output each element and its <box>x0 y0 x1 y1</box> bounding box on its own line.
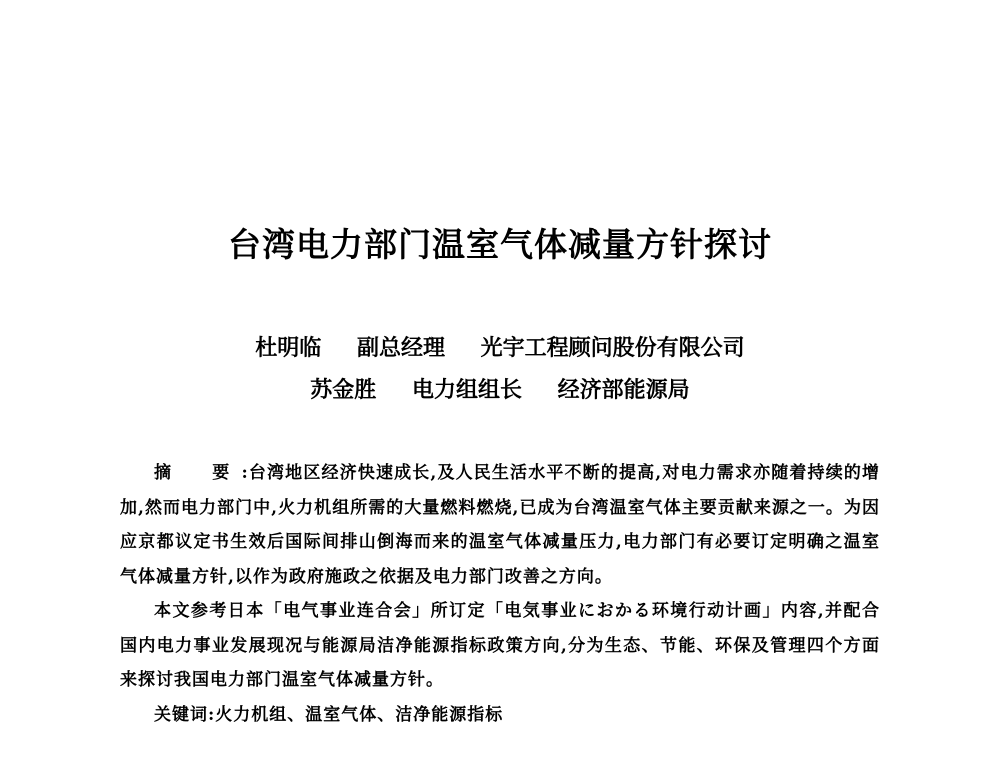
keywords-text: 火力机组、温室气体、洁净能源指标 <box>215 704 504 725</box>
author-line-1 <box>0 330 1000 366</box>
keywords-line <box>120 698 880 733</box>
abstract-text-1: 台湾地区经济快速成长,及人民生活水平不断的提高,对电力需求亦随着持续的增加,然而电力部门中,火力机组所需的大量燃料燃烧,已成为台湾温室气体主要贡献来源之一。为因应京都议定书生效后国际间排山倒海而来的温室气体减量压力,电力部门有必要订定明确之温室气体减量方针,以作为政府施政之依据及电力部门改善之方向。 <box>120 463 880 587</box>
abstract-paragraph-1 <box>120 456 880 594</box>
author-name: 苏金胜 <box>310 377 377 403</box>
abstract-text-2: 本文参考日本「电气事业连合会」所订定「电気事业におかる环境行动计画」内容,并配合国内电力事业发展现况与能源局洁净能源指标政策方向,分为生态、节能、环保及管理四个方面来探讨我国电力部门温室气体减量方针。 <box>120 601 880 690</box>
keywords-label: 关键词 <box>154 704 208 725</box>
abstract-paragraph-2 <box>120 594 880 698</box>
author-name: 杜明临 <box>255 335 322 361</box>
author-line-2 <box>0 372 1000 408</box>
abstract-label: 摘 要 <box>154 463 242 483</box>
author-position: 电力组组长 <box>411 377 522 403</box>
abstract-section <box>120 456 880 732</box>
author-affiliation: 光宇工程顾问股份有限公司 <box>480 335 745 361</box>
paper-title: 台湾电力部门温室气体减量方针探讨 <box>228 225 772 264</box>
abstract-separator: : <box>241 463 249 483</box>
keywords-separator: : <box>208 704 216 725</box>
author-affiliation: 经济部能源局 <box>557 377 690 403</box>
author-position: 副总经理 <box>356 335 445 361</box>
